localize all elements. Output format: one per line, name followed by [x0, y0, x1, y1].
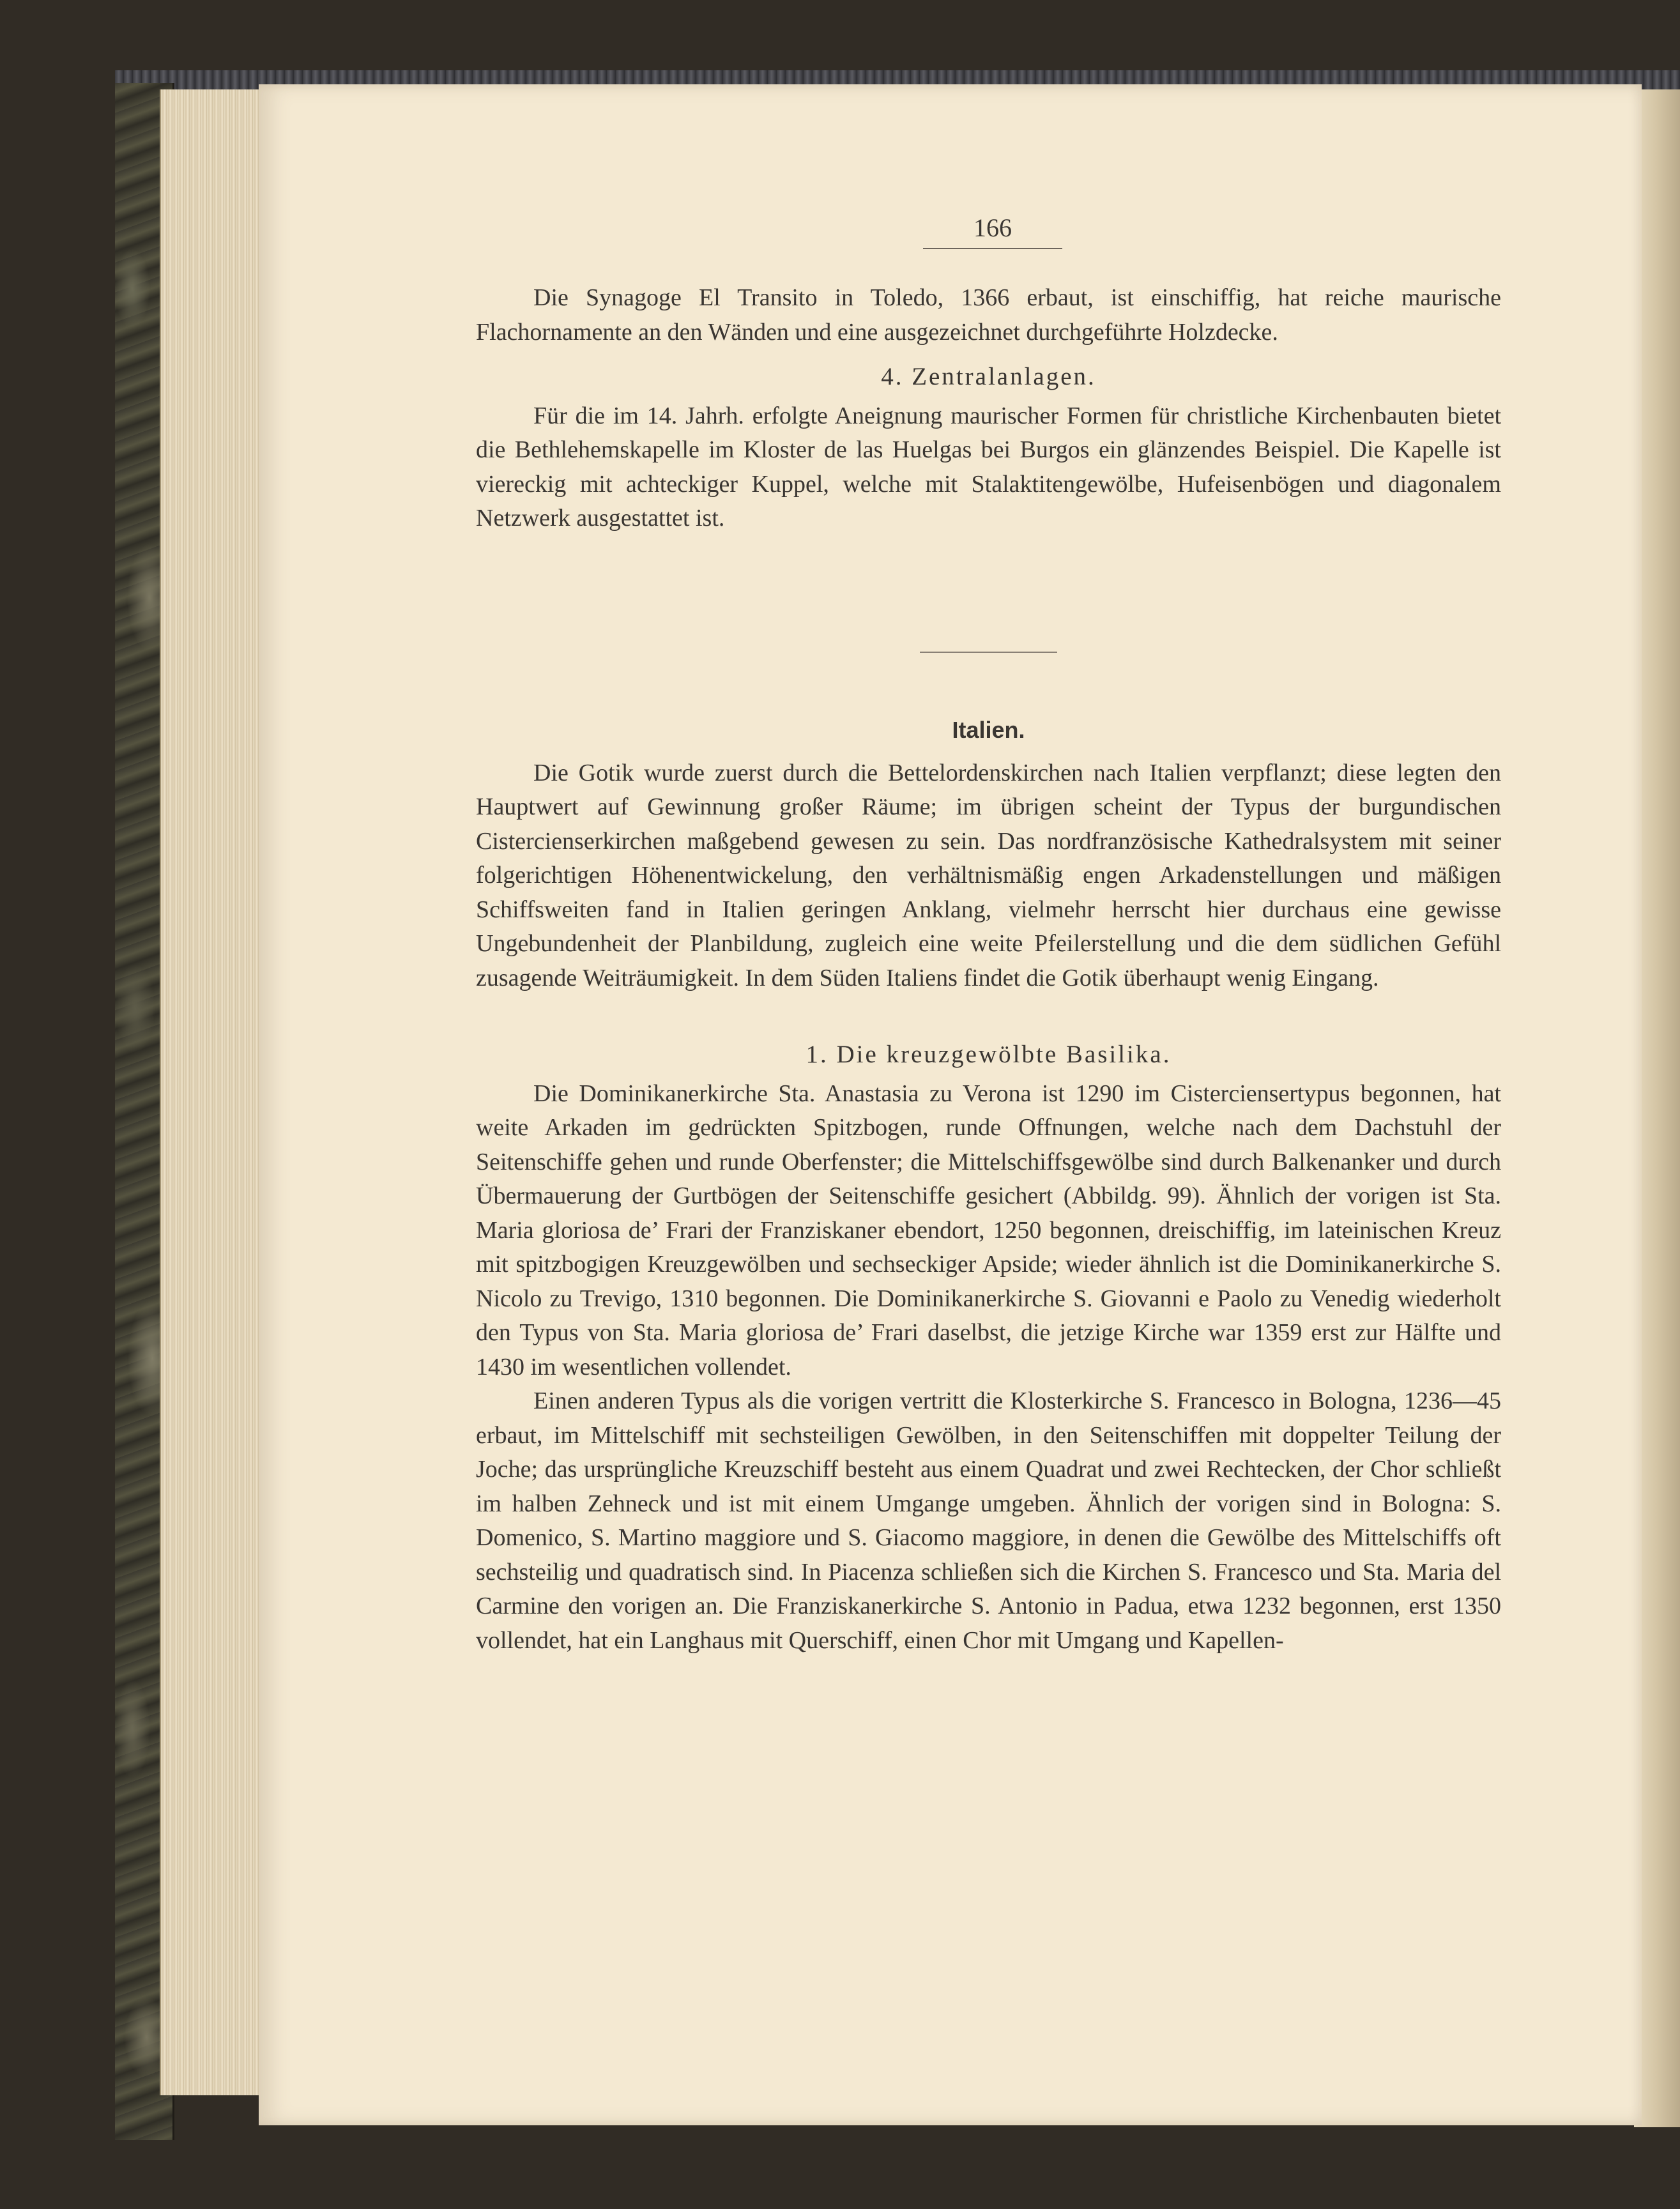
heading-zentralanlagen: 4. Zentralanlagen.	[881, 363, 1096, 390]
paragraph-francesco: Einen anderen Typus als die vorigen vertritt die Klosterkirche S. Francesco in Bologna, 1236—45 erbaut, im Mittelschiff mit sechsteiligen Gewölben, in den Seitenschiffen mit doppelter Teilung der Joche; das ursprüngliche Kreuzschiff besteht aus einem Quadrat und zwei Rechtecken, der Chor schließt im halben Zehneck und ist mit einem Umgange umgeben. Ähnlich der vorigen sind in Bologna: S. Domenico, S. Martino maggiore und S. Giacomo maggiore, in denen die Gewölbe des Mittelschiffs oft sechsteilig und quadratisch sind. In Piacenza schließen sich die Kirchen S. Francesco und Sta. Maria del Carmine den vorigen an. Die Franziskanerkirche S. Antonio in Padua, etwa 1232 begonnen, erst 1350 vollendet, hat ein Langhaus mit Querschiff, einen Chor mit Umgang und Kapellen-	[476, 1387, 1501, 1654]
heading-italien: Italien.	[952, 717, 1025, 743]
paragraph-synagoge: Die Synagoge El Transito in Toledo, 1366 erbaut, ist einschiffig, hat reiche maurische Flachornamente an den Wänden und eine ausgezeichnet durchgeführte Holzdecke.	[476, 284, 1501, 346]
section-divider	[920, 652, 1057, 653]
text-block-upper	[476, 281, 1501, 536]
paragraph-anastasia: Die Dominikanerkirche Sta. Anastasia zu Verona ist 1290 im Cisterciensertypus begonnen, hat weite Arkaden im gedrückten Spitzbogen, runde Offnungen, welche nach dem Dachstuhl der Seitenschiffe gehen und runde Oberfenster; die Mittelschiffsgewölbe sind durch Balkenanker und durch Übermauerung der Gurtbögen der Seitenschiffe gesichert (Abbildg. 99). Ähnlich der vorigen ist Sta. Maria gloriosa de’ Frari der Franziskaner ebendort, 1250 begonnen, dreischiffig, im lateinischen Kreuz mit spitzbogigen Kreuzgewölben und sechseckiger Apside; wieder ähnlich ist die Dominikanerkirche S. Nicolo zu Trevigo, 1310 begonnen. Die Dominikanerkirche S. Giovanni e Paolo zu Venedig wiederholt den Typus von Sta. Maria gloriosa de’ Frari daselbst, die jetzige Kirche war 1359 erst zur Hälfte und 1430 im wesentlichen vollendet.	[476, 1080, 1501, 1380]
page-number: 166	[923, 213, 1062, 249]
text-block-lower	[476, 713, 1501, 1658]
heading-kreuzgewoelbte-basilika: 1. Die kreuzgewölbte Basilika.	[806, 1041, 1172, 1068]
page-edges	[160, 89, 263, 2095]
paragraph-gotik-italien: Die Gotik wurde zuerst durch die Bettelordenskirchen nach Italien verpflanzt; diese legten den Hauptwert auf Gewinnung großer Räume; im übrigen scheint der Typus der burgundischen Cistercienserkirchen maßgebend gewesen zu sein. Das nordfranzösische Kathedralsystem mit seiner folgerichtigen Höhenentwickelung, den verhältnismäßig engen Arkadenstellungen und mäßigen Schiffsweiten fand in Italien geringen Anklang, vielmehr herrscht hier durchaus eine gewisse Ungebundenheit der Planbildung, zugleich eine weite Pfeilerstellung und die dem südlichen Gefühl zusagende Weiträumigkeit. In dem Süden Italiens findet die Gotik überhaupt wenig Eingang.	[476, 759, 1501, 991]
paragraph-bethlehemskapelle: Für die im 14. Jahrh. erfolgte Aneignung maurischer Formen für christliche Kirchenbauten bietet die Bethlehemskapelle im Kloster de las Huelgas bei Burgos ein glänzendes Beispiel. Die Kapelle ist viereckig mit achteckiger Kuppel, welche mit Stalaktitengewölbe, Hufeisenbögen und diagonalem Netzwerk ausgestattet ist.	[476, 402, 1501, 531]
